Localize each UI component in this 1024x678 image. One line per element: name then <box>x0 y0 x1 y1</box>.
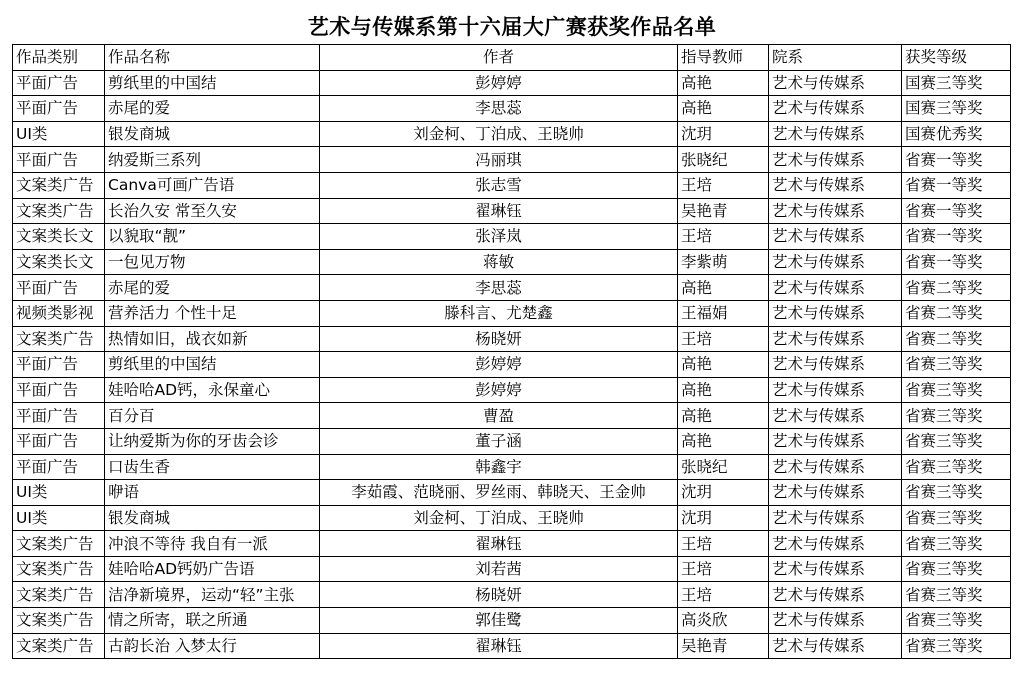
cell-author: 翟琳钰 <box>320 198 678 224</box>
table-row <box>13 70 1011 96</box>
cell-work-name: 百分百 <box>105 403 320 429</box>
cell-author: 董子涵 <box>320 428 678 454</box>
table-row <box>13 608 1011 634</box>
cell-work-name: 娃哈哈AD钙奶广告语 <box>105 556 320 582</box>
cell-work-name: 一包见万物 <box>105 249 320 275</box>
table-row <box>13 172 1011 198</box>
cell-category: 文案类广告 <box>13 582 105 608</box>
cell-department: 艺术与传媒系 <box>769 454 902 480</box>
cell-teacher: 沈玥 <box>678 480 769 506</box>
cell-work-name: 银发商城 <box>105 121 320 147</box>
cell-department: 艺术与传媒系 <box>769 96 902 122</box>
cell-category: 平面广告 <box>13 147 105 173</box>
cell-work-name: 长治久安 常至久安 <box>105 198 320 224</box>
cell-category: UI类 <box>13 480 105 506</box>
cell-author: 韩鑫宇 <box>320 454 678 480</box>
cell-department: 艺术与传媒系 <box>769 249 902 275</box>
cell-work-name: 赤尾的爱 <box>105 275 320 301</box>
cell-teacher: 高艳 <box>678 96 769 122</box>
cell-award-level: 省赛三等奖 <box>902 556 1011 582</box>
cell-author: 滕科言、尤楚鑫 <box>320 300 678 326</box>
cell-author: 彭婷婷 <box>320 70 678 96</box>
header-award-level: 获奖等级 <box>902 45 1011 71</box>
cell-category: 文案类广告 <box>13 633 105 659</box>
table-row <box>13 403 1011 429</box>
cell-work-name: 热情如旧，战衣如新 <box>105 326 320 352</box>
cell-author: 刘金柯、丁泊成、王晓帅 <box>320 505 678 531</box>
cell-department: 艺术与传媒系 <box>769 300 902 326</box>
cell-teacher: 王培 <box>678 224 769 250</box>
cell-category: 文案类广告 <box>13 531 105 557</box>
cell-award-level: 省赛一等奖 <box>902 198 1011 224</box>
cell-work-name: 赤尾的爱 <box>105 96 320 122</box>
cell-author: 蒋敏 <box>320 249 678 275</box>
cell-teacher: 高艳 <box>678 428 769 454</box>
cell-department: 艺术与传媒系 <box>769 172 902 198</box>
table-row <box>13 352 1011 378</box>
cell-category: 文案类长文 <box>13 249 105 275</box>
cell-teacher: 王培 <box>678 172 769 198</box>
cell-teacher: 高艳 <box>678 275 769 301</box>
cell-award-level: 省赛三等奖 <box>902 633 1011 659</box>
cell-department: 艺术与传媒系 <box>769 608 902 634</box>
cell-award-level: 省赛三等奖 <box>902 454 1011 480</box>
table-row <box>13 96 1011 122</box>
cell-department: 艺术与传媒系 <box>769 582 902 608</box>
cell-category: 平面广告 <box>13 403 105 429</box>
header-author: 作者 <box>320 45 678 71</box>
cell-department: 艺术与传媒系 <box>769 275 902 301</box>
table-row <box>13 633 1011 659</box>
cell-award-level: 省赛三等奖 <box>902 352 1011 378</box>
cell-department: 艺术与传媒系 <box>769 403 902 429</box>
cell-category: 平面广告 <box>13 352 105 378</box>
cell-category: 文案类广告 <box>13 198 105 224</box>
cell-department: 艺术与传媒系 <box>769 121 902 147</box>
cell-work-name: 咿语 <box>105 480 320 506</box>
cell-award-level: 省赛一等奖 <box>902 249 1011 275</box>
cell-category: UI类 <box>13 121 105 147</box>
cell-award-level: 省赛三等奖 <box>902 608 1011 634</box>
cell-category: 平面广告 <box>13 70 105 96</box>
table-row <box>13 454 1011 480</box>
cell-teacher: 张晓纪 <box>678 147 769 173</box>
awards-table <box>12 44 1011 659</box>
cell-teacher: 高艳 <box>678 377 769 403</box>
cell-author: 李思蕊 <box>320 275 678 301</box>
cell-award-level: 省赛二等奖 <box>902 275 1011 301</box>
table-body <box>13 70 1011 659</box>
cell-department: 艺术与传媒系 <box>769 633 902 659</box>
table-row <box>13 556 1011 582</box>
cell-author: 彭婷婷 <box>320 377 678 403</box>
table-row <box>13 377 1011 403</box>
table-row <box>13 582 1011 608</box>
cell-teacher: 高艳 <box>678 403 769 429</box>
cell-author: 翟琳钰 <box>320 531 678 557</box>
cell-author: 杨晓妍 <box>320 326 678 352</box>
cell-work-name: 情之所寄，联之所通 <box>105 608 320 634</box>
cell-author: 郭佳鹭 <box>320 608 678 634</box>
cell-author: 翟琳钰 <box>320 633 678 659</box>
cell-author: 李茹霞、范晓丽、罗丝雨、韩晓天、王金帅 <box>320 480 678 506</box>
cell-author: 张泽岚 <box>320 224 678 250</box>
cell-author: 冯丽琪 <box>320 147 678 173</box>
cell-department: 艺术与传媒系 <box>769 147 902 173</box>
table-row <box>13 224 1011 250</box>
cell-award-level: 省赛二等奖 <box>902 300 1011 326</box>
cell-teacher: 沈玥 <box>678 505 769 531</box>
cell-department: 艺术与传媒系 <box>769 198 902 224</box>
header-department: 院系 <box>769 45 902 71</box>
cell-category: 文案类长文 <box>13 224 105 250</box>
cell-award-level: 省赛三等奖 <box>902 505 1011 531</box>
cell-category: 文案类广告 <box>13 326 105 352</box>
cell-award-level: 省赛三等奖 <box>902 377 1011 403</box>
table-row <box>13 480 1011 506</box>
cell-category: UI类 <box>13 505 105 531</box>
cell-teacher: 王培 <box>678 326 769 352</box>
cell-work-name: 口齿生香 <box>105 454 320 480</box>
cell-work-name: 纳爱斯三系列 <box>105 147 320 173</box>
cell-award-level: 省赛三等奖 <box>902 582 1011 608</box>
cell-author: 刘若茜 <box>320 556 678 582</box>
cell-work-name: 古韵长治 入梦太行 <box>105 633 320 659</box>
cell-work-name: Canva可画广告语 <box>105 172 320 198</box>
table-row <box>13 275 1011 301</box>
table-row <box>13 121 1011 147</box>
cell-teacher: 高炎欣 <box>678 608 769 634</box>
cell-work-name: 让纳爱斯为你的牙齿会诊 <box>105 428 320 454</box>
table-row <box>13 300 1011 326</box>
table-row <box>13 531 1011 557</box>
cell-award-level: 国赛三等奖 <box>902 70 1011 96</box>
cell-award-level: 省赛三等奖 <box>902 428 1011 454</box>
cell-category: 平面广告 <box>13 96 105 122</box>
cell-author: 张志雪 <box>320 172 678 198</box>
cell-category: 文案类广告 <box>13 608 105 634</box>
cell-category: 视频类影视 <box>13 300 105 326</box>
table-header-row <box>13 45 1011 71</box>
cell-department: 艺术与传媒系 <box>769 326 902 352</box>
cell-award-level: 省赛二等奖 <box>902 326 1011 352</box>
cell-category: 文案类广告 <box>13 172 105 198</box>
table-row <box>13 326 1011 352</box>
cell-teacher: 张晓纪 <box>678 454 769 480</box>
cell-department: 艺术与传媒系 <box>769 505 902 531</box>
cell-work-name: 剪纸里的中国结 <box>105 352 320 378</box>
cell-award-level: 省赛一等奖 <box>902 147 1011 173</box>
cell-category: 平面广告 <box>13 454 105 480</box>
table-row <box>13 505 1011 531</box>
cell-author: 杨晓妍 <box>320 582 678 608</box>
cell-department: 艺术与传媒系 <box>769 556 902 582</box>
cell-work-name: 营养活力 个性十足 <box>105 300 320 326</box>
cell-award-level: 省赛一等奖 <box>902 224 1011 250</box>
table-row <box>13 147 1011 173</box>
cell-work-name: 以貌取“靓” <box>105 224 320 250</box>
cell-department: 艺术与传媒系 <box>769 428 902 454</box>
cell-category: 文案类广告 <box>13 556 105 582</box>
cell-author: 曹盈 <box>320 403 678 429</box>
cell-department: 艺术与传媒系 <box>769 70 902 96</box>
cell-award-level: 国赛三等奖 <box>902 96 1011 122</box>
cell-teacher: 高艳 <box>678 70 769 96</box>
table-row <box>13 249 1011 275</box>
cell-department: 艺术与传媒系 <box>769 224 902 250</box>
cell-author: 李思蕊 <box>320 96 678 122</box>
table-row <box>13 428 1011 454</box>
header-teacher: 指导教师 <box>678 45 769 71</box>
cell-department: 艺术与传媒系 <box>769 480 902 506</box>
document-title: 艺术与传媒系第十六届大广赛获奖作品名单 <box>307 15 717 39</box>
cell-work-name: 银发商城 <box>105 505 320 531</box>
cell-teacher: 吴艳青 <box>678 198 769 224</box>
cell-author: 彭婷婷 <box>320 352 678 378</box>
cell-work-name: 冲浪不等待 我自有一派 <box>105 531 320 557</box>
cell-department: 艺术与传媒系 <box>769 531 902 557</box>
header-work-name: 作品名称 <box>105 45 320 71</box>
cell-award-level: 国赛优秀奖 <box>902 121 1011 147</box>
cell-work-name: 娃哈哈AD钙，永保童心 <box>105 377 320 403</box>
cell-award-level: 省赛三等奖 <box>902 480 1011 506</box>
header-category: 作品类别 <box>13 45 105 71</box>
cell-teacher: 吴艳青 <box>678 633 769 659</box>
cell-department: 艺术与传媒系 <box>769 377 902 403</box>
cell-author: 刘金柯、丁泊成、王晓帅 <box>320 121 678 147</box>
cell-teacher: 王培 <box>678 582 769 608</box>
cell-teacher: 沈玥 <box>678 121 769 147</box>
cell-department: 艺术与传媒系 <box>769 352 902 378</box>
cell-award-level: 省赛三等奖 <box>902 403 1011 429</box>
cell-work-name: 剪纸里的中国结 <box>105 70 320 96</box>
cell-award-level: 省赛一等奖 <box>902 172 1011 198</box>
cell-category: 平面广告 <box>13 275 105 301</box>
cell-teacher: 王福娟 <box>678 300 769 326</box>
cell-work-name: 洁净新境界，运动“轻”主张 <box>105 582 320 608</box>
cell-teacher: 李紫萌 <box>678 249 769 275</box>
cell-teacher: 王培 <box>678 531 769 557</box>
cell-award-level: 省赛三等奖 <box>902 531 1011 557</box>
table-row <box>13 198 1011 224</box>
cell-teacher: 王培 <box>678 556 769 582</box>
cell-category: 平面广告 <box>13 428 105 454</box>
cell-category: 平面广告 <box>13 377 105 403</box>
cell-teacher: 高艳 <box>678 352 769 378</box>
